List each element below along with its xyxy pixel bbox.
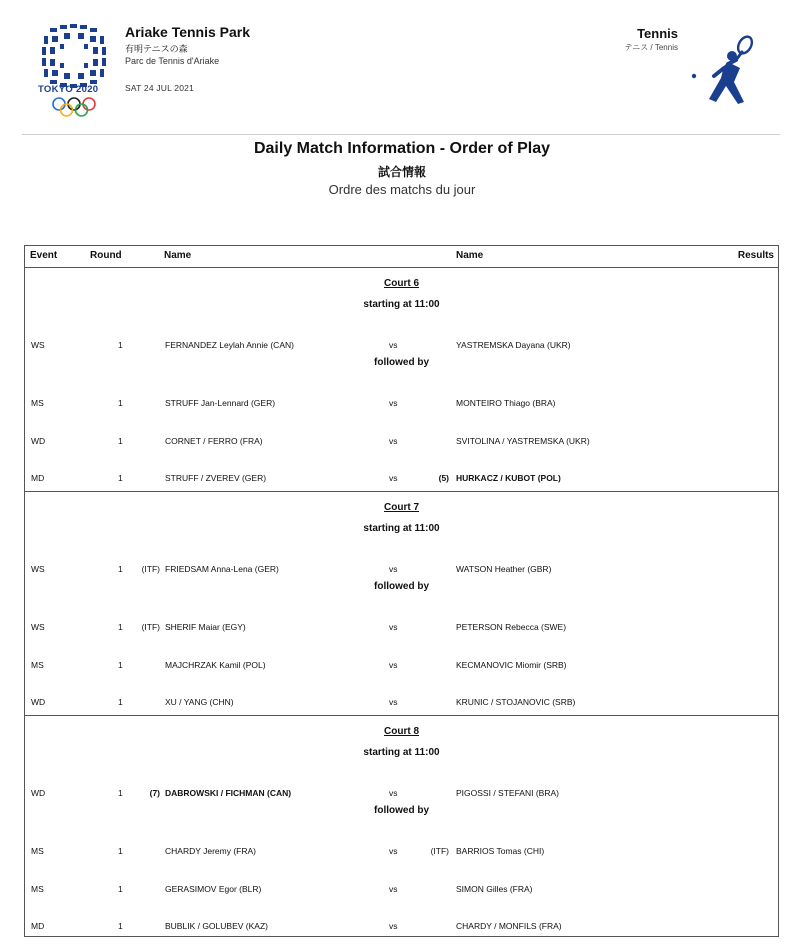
- order-of-play-table: [24, 245, 779, 937]
- sport-name: Tennis: [637, 26, 678, 41]
- match-event: WS: [31, 340, 45, 350]
- page-title-jp: 試合情報: [377, 165, 426, 179]
- player2-name: SVITOLINA / YASTREMSKA (UKR): [456, 436, 590, 446]
- venue-name-fr: Parc de Tennis d'Ariake: [125, 56, 220, 66]
- court-block: [25, 267, 778, 491]
- court-title: Court 6: [384, 278, 419, 289]
- player1-seed: (ITF): [141, 622, 160, 632]
- match-round: 1: [118, 660, 123, 670]
- player2-name: HURKACZ / KUBOT (POL): [456, 473, 561, 483]
- match-event: MD: [31, 473, 45, 483]
- match-row: [25, 660, 778, 674]
- match-event: WD: [31, 436, 46, 446]
- player2-name: CHARDY / MONFILS (FRA): [456, 921, 562, 931]
- court-divider: [25, 491, 778, 492]
- match-row: [25, 622, 778, 636]
- player1-name: BUBLIK / GOLUBEV (KAZ): [165, 921, 268, 931]
- versus-label: vs: [389, 398, 398, 408]
- column-header-name: Name: [164, 250, 192, 261]
- match-event: MS: [31, 846, 44, 856]
- versus-label: vs: [389, 660, 398, 670]
- match-round: 1: [118, 340, 123, 350]
- player2-name: SIMON Gilles (FRA): [456, 884, 533, 894]
- venue-name-jp: 有明テニスの森: [125, 44, 188, 54]
- followed-by-label: followed by: [374, 581, 429, 592]
- player2-seed: (5): [438, 473, 449, 483]
- versus-label: vs: [389, 340, 398, 350]
- match-round: 1: [118, 884, 123, 894]
- player2-name: PIGOSSI / STEFANI (BRA): [456, 788, 559, 798]
- table-header: [25, 246, 778, 268]
- venue-name: Ariake Tennis Park: [125, 24, 251, 40]
- player1-name: GERASIMOV Egor (BLR): [165, 884, 262, 894]
- match-event: WS: [31, 622, 45, 632]
- match-event: MS: [31, 884, 44, 894]
- column-header-event: Event: [30, 250, 58, 261]
- match-event: MS: [31, 660, 44, 670]
- match-round: 1: [118, 436, 123, 446]
- court-title: Court 8: [384, 726, 419, 737]
- player2-name: WATSON Heather (GBR): [456, 564, 552, 574]
- match-event: WD: [31, 697, 46, 707]
- player1-name: MAJCHRZAK Kamil (POL): [165, 660, 266, 670]
- player2-name: KECMANOVIC Miomir (SRB): [456, 660, 567, 670]
- match-round: 1: [118, 788, 123, 798]
- column-header-name: Name: [456, 250, 484, 261]
- court-divider: [25, 715, 778, 716]
- versus-label: vs: [389, 846, 398, 856]
- match-round: 1: [118, 697, 123, 707]
- match-event: WD: [31, 788, 46, 798]
- tennis-pictogram-icon: [688, 30, 768, 110]
- match-row: [25, 884, 778, 898]
- session-date: SAT 24 JUL 2021: [125, 83, 194, 93]
- player1-name: FRIEDSAM Anna-Lena (GER): [165, 564, 279, 574]
- match-row: [25, 473, 778, 487]
- match-event: MS: [31, 398, 44, 408]
- olympic-rings-icon: [51, 96, 97, 118]
- match-round: 1: [118, 622, 123, 632]
- versus-label: vs: [389, 564, 398, 574]
- court-start-time: starting at 11:00: [363, 523, 440, 534]
- versus-label: vs: [389, 622, 398, 632]
- player1-name: CORNET / FERRO (FRA): [165, 436, 263, 446]
- match-row: [25, 921, 778, 935]
- page-title: Daily Match Information - Order of Play: [253, 140, 551, 157]
- versus-label: vs: [389, 473, 398, 483]
- player1-seed: (ITF): [141, 564, 160, 574]
- versus-label: vs: [389, 697, 398, 707]
- player1-name: STRUFF / ZVEREV (GER): [165, 473, 267, 483]
- court-block: [25, 491, 778, 715]
- column-header-round: Round: [90, 250, 122, 261]
- versus-label: vs: [389, 788, 398, 798]
- player1-name: FERNANDEZ Leylah Annie (CAN): [165, 340, 294, 350]
- player2-name: PETERSON Rebecca (SWE): [456, 622, 567, 632]
- match-row: [25, 564, 778, 578]
- match-event: MD: [31, 921, 45, 931]
- player2-name: MONTEIRO Thiago (BRA): [456, 398, 556, 408]
- match-row: [25, 436, 778, 450]
- player1-name: XU / YANG (CHN): [165, 697, 234, 707]
- player2-name: BARRIOS Tomas (CHI): [456, 846, 545, 856]
- court-title: Court 7: [384, 502, 419, 513]
- match-round: 1: [118, 398, 123, 408]
- match-round: 1: [118, 473, 123, 483]
- match-row: [25, 697, 778, 711]
- match-round: 1: [118, 564, 123, 574]
- header-divider: [22, 134, 780, 135]
- match-event: WS: [31, 564, 45, 574]
- match-row: [25, 846, 778, 860]
- match-row: [25, 340, 778, 354]
- match-round: 1: [118, 921, 123, 931]
- player1-name: DABROWSKI / FICHMAN (CAN): [165, 788, 292, 798]
- followed-by-label: followed by: [374, 805, 429, 816]
- followed-by-label: followed by: [374, 357, 429, 368]
- logo-wordmark: TOKYO 2020: [38, 84, 99, 95]
- column-header-results: Results: [737, 250, 774, 261]
- match-row: [25, 398, 778, 412]
- match-round: 1: [118, 846, 123, 856]
- player1-name: SHERIF Maiar (EGY): [165, 622, 246, 632]
- player2-name: KRUNIC / STOJANOVIC (SRB): [456, 697, 576, 707]
- match-row: [25, 788, 778, 802]
- player1-name: CHARDY Jeremy (FRA): [165, 846, 256, 856]
- versus-label: vs: [389, 436, 398, 446]
- versus-label: vs: [389, 921, 398, 931]
- court-start-time: starting at 11:00: [363, 747, 440, 758]
- sport-name-sub: テニス / Tennis: [624, 43, 678, 52]
- player1-seed: (7): [149, 788, 160, 798]
- court-start-time: starting at 11:00: [363, 299, 440, 310]
- player2-name: YASTREMSKA Dayana (UKR): [456, 340, 571, 350]
- player2-seed: (ITF): [430, 846, 449, 856]
- page-title-fr: Ordre des matchs du jour: [328, 182, 476, 197]
- player1-name: STRUFF Jan-Lennard (GER): [165, 398, 276, 408]
- court-block: [25, 715, 778, 939]
- versus-label: vs: [389, 884, 398, 894]
